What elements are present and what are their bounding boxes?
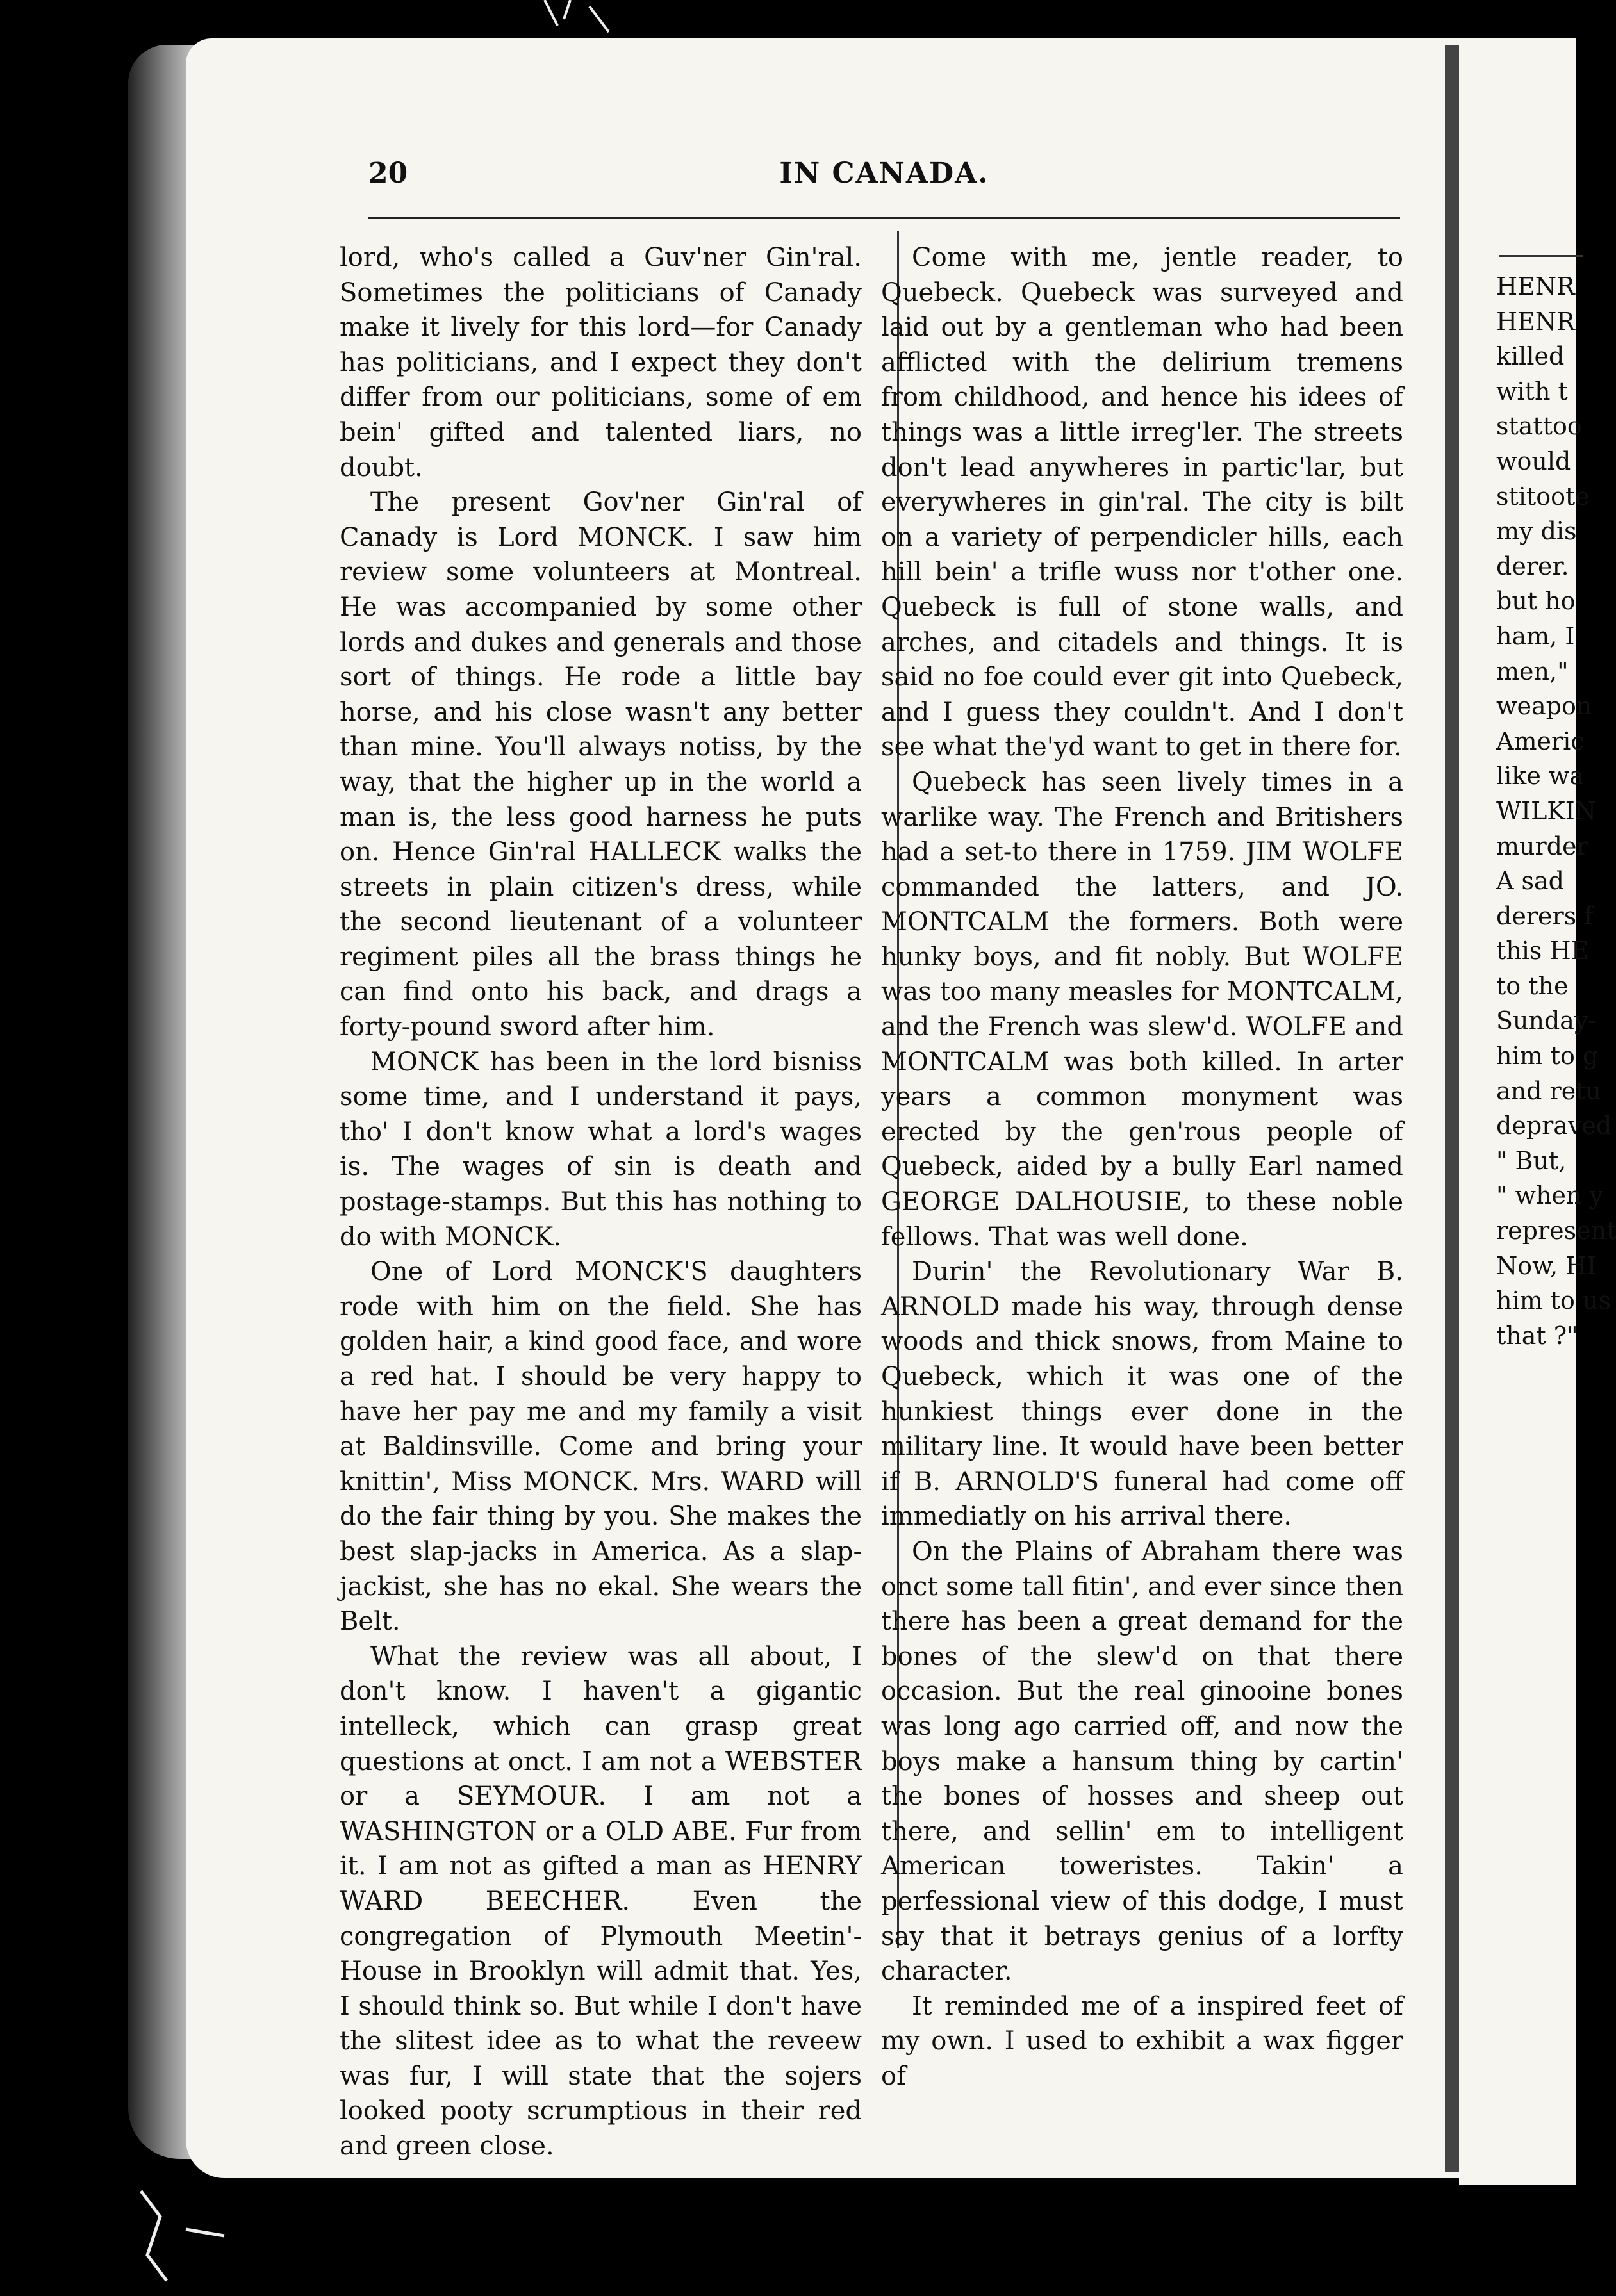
paragraph: lord, who's called a Guv'ner Gin'ral. Sometimes the politicians of Canady make it lively for this lord—for Canady has politicians, and I expect they don't differ from our politicians, some of em bein' gifted and talented liars, no doubt. xyxy=(340,243,862,482)
fragment-line: men," xyxy=(1496,657,1569,685)
fragment-line: Sunday- xyxy=(1496,1006,1597,1035)
page-number: 20 xyxy=(368,157,408,190)
fragment-line: stitoote xyxy=(1496,482,1590,511)
fragment-line: " But, xyxy=(1496,1146,1567,1175)
fragment-line: HENR xyxy=(1496,272,1575,300)
page-header xyxy=(368,157,1400,195)
fragment-line: him to us xyxy=(1496,1286,1611,1315)
paragraph: Come with me, jentle reader, to Quebeck. Quebeck was surveyed and laid out by a gentleman who had been afflicted with the delirium tremens from childhood, and hence his idees of things was a little irreg'ler. The streets don't lead anywheres in partic'lar, but everywheres in gin'ral. The city is bilt on a variety of perpendicler hills, each hill bein' a trifle wuss nor t'other one. Quebeck is full of stone walls, and arches, and citadels and things. It is said no foe could ever git into Quebeck, and I guess they couldn't. And I don't see what the'yd want to get in there for. xyxy=(881,243,1403,762)
fragment-line: killed xyxy=(1496,342,1565,371)
fragment-line: Americ xyxy=(1496,726,1585,755)
paragraph: Quebeck has seen lively times in a warlike way. The French and Britishers had a set-to there in 1759. JIM WOLFE commanded the latters, and JO. MONTCALM the formers. Both were hunky boys, and fit nobly. But WOLFE was too many measles for MONTCALM, and the French was slew'd. WOLFE and MONTCALM was both killed. In arter years a common monyment was erected by the gen'rous people of Quebeck, aided by a bully Earl named GEORGE DALHOUSIE, to these noble fellows. That was well done. xyxy=(881,767,1403,1252)
fragment-line: like wa xyxy=(1496,762,1585,791)
fragment-line: with t xyxy=(1496,377,1568,406)
fragment-line: to the xyxy=(1496,971,1569,1000)
paragraph: What the review was all about, I don't know. I haven't a gigantic intelleck, which can grasp great questions at onct. I am not a WEBSTER or a SEYMOUR. I am not a WASHINGTON or a OLD ABE. Fur from it. I am not as gifted a man as HENRY WARD BEECHER. Even the congregation of Plymouth Meetin'-House in Brooklyn will admit that. Yes, I should think so. But while I don't have the slitest idee as to what the reveew was fur, I will state that the sojers looked pooty scrumptious in their red and green close. xyxy=(340,1641,862,2161)
paragraph: MONCK has been in the lord bisniss some time, and I understand it pays, tho' I don't know what a lord's wages is. The wages of sin is death and postage-stamps. But this has nothing to do with MONCK. xyxy=(340,1047,862,1252)
fragment-line: my dis xyxy=(1496,517,1577,546)
fragment-line: " when y xyxy=(1496,1181,1604,1210)
right-column xyxy=(881,240,1403,2094)
fragment-line: would xyxy=(1496,447,1571,475)
fragment-line: stattoo xyxy=(1496,412,1582,441)
fragment-line: murder xyxy=(1496,832,1588,860)
scan-mark-top xyxy=(532,0,622,38)
next-page-rule xyxy=(1499,255,1583,257)
paragraph: One of Lord MONCK'S daughters rode with him on the field. She has golden hair, a kind good face, and wore a red hat. I should be very happy to have her pay me and my family a visit at Baldinsville. Come and bring your knittin', Miss MONCK. Mrs. WARD will do the fair thing by you. She makes the best slap-jacks in America. As a slap-jackist, she has no ekal. She wears the Belt. xyxy=(340,1257,862,1637)
fragment-line: derer. xyxy=(1496,552,1569,580)
paragraph: The present Gov'ner Gin'ral of Canady is Lord MONCK. I saw him review some volunteers at Montreal. He was accompanied by some other lords and dukes and generals and those sort of things. He rode a little bay horse, and his close wasn't any better than mine. You'll always notiss, by the way, that the higher up in the world a man is, the less good harness he puts on. Hence Gin'ral HALLECK walks the streets in plain citizen's dress, while the second lieutenant of a volunteer regiment piles all the brass things he can find onto his back, and drags a forty-pound sword after him. xyxy=(340,488,862,1042)
running-head: IN CANADA. xyxy=(779,157,989,190)
fragment-line: and retu xyxy=(1496,1076,1601,1105)
header-rule xyxy=(368,217,1400,219)
fragment-line: HENR xyxy=(1496,307,1575,336)
scan-mark-bottom xyxy=(128,2178,243,2296)
left-column xyxy=(340,240,862,2164)
fragment-line: derers f xyxy=(1496,901,1594,930)
fragment-line: Now, HI xyxy=(1496,1251,1597,1280)
fragment-line: WILKIN xyxy=(1496,796,1596,825)
fragment-line: represent xyxy=(1496,1217,1616,1245)
fragment-line: but ho xyxy=(1496,587,1576,616)
fragment-line: weapon xyxy=(1496,692,1592,721)
next-page-text xyxy=(1496,269,1616,1353)
fragment-line: depraved xyxy=(1496,1111,1612,1140)
fragment-line: ham, I xyxy=(1496,621,1575,650)
fragment-line: him to g xyxy=(1496,1042,1599,1070)
paragraph: On the Plains of Abraham there was onct some tall fitin', and ever since then there has been a great demand for the bones of the slew'd on that there occasion. But the real ginooine bones was long ago carried off, and now the boys make a hansum thing by cartin' the bones of hosses and sheep out there, and sellin' em to intelligent American toweristes. Takin' a perfessional view of this dodge, I must say that it betrays genius of a lorfty character. xyxy=(881,1536,1403,1987)
paragraph: Durin' the Revolutionary War B. ARNOLD made his way, through dense woods and thick snows, from Maine to Quebeck, which it was one of the hunkiest things ever done in the military line. It would have been better if B. ARNOLD'S funeral had come off immediatly on his arrival there. xyxy=(881,1257,1403,1532)
fragment-line: this HE xyxy=(1496,937,1589,965)
fragment-line: that ?" xyxy=(1496,1321,1578,1350)
paragraph: It reminded me of a inspired feet of my own. I used to exhibit a wax figger of xyxy=(881,1991,1403,2091)
fragment-line: A sad xyxy=(1496,867,1565,896)
page-gutter xyxy=(1445,45,1459,2172)
